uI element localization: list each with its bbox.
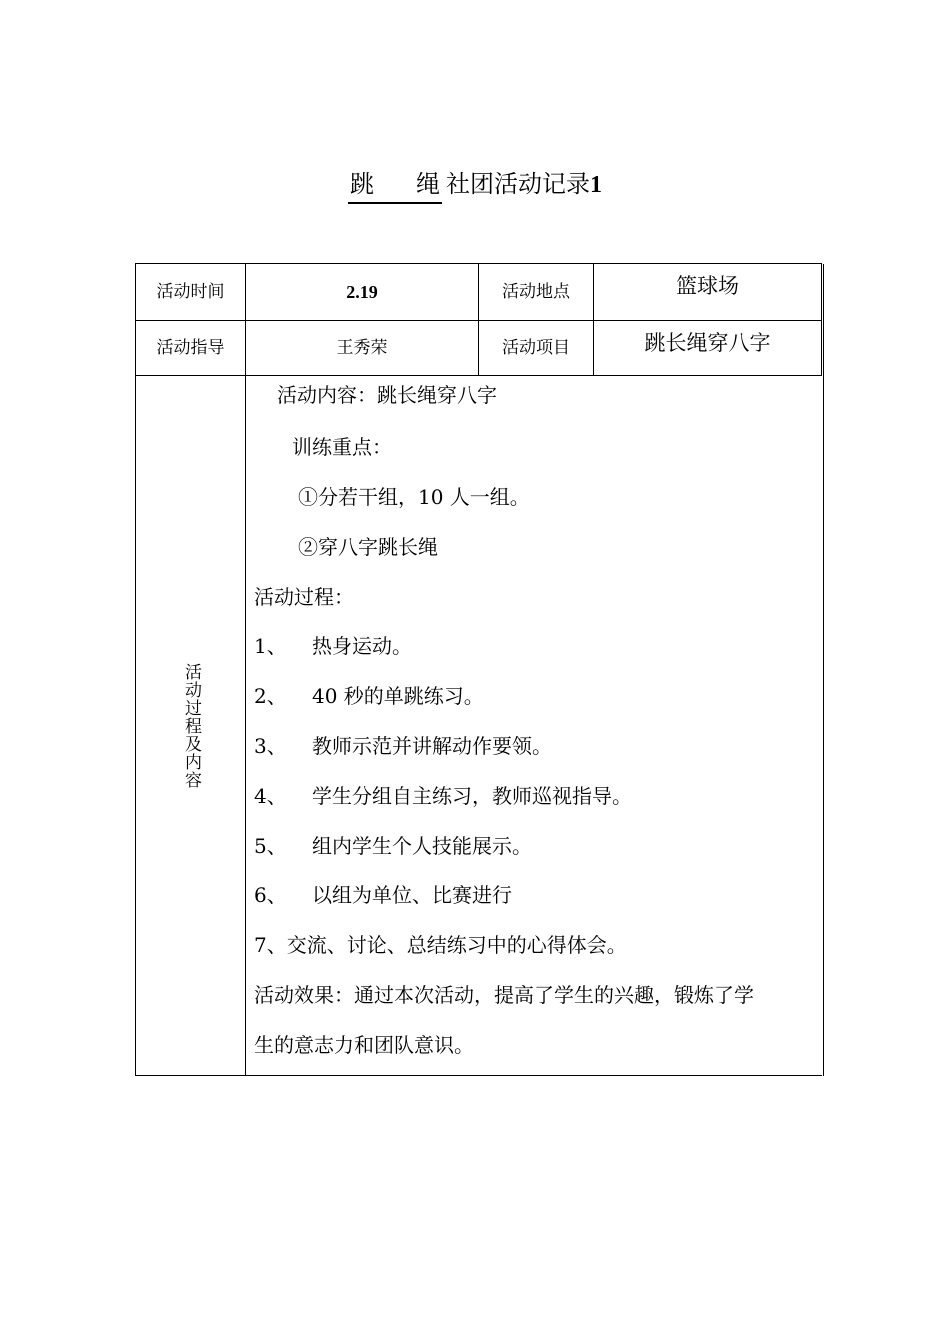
step-text: 40 秒的单跳练习。 xyxy=(312,684,484,708)
process-step xyxy=(254,681,484,711)
step-number: 4、 xyxy=(254,784,287,808)
focus-item-2: ②穿八字跳长绳 xyxy=(298,535,438,559)
step-number: 6、 xyxy=(254,883,287,907)
step-number: 1、 xyxy=(254,634,287,658)
process-step xyxy=(254,831,532,861)
club-name-char-2: 绳 xyxy=(416,170,440,198)
step-number: 2、 xyxy=(254,684,287,708)
process-step xyxy=(254,631,412,661)
place-label: 活动地点 xyxy=(479,264,594,321)
project-value: 跳长绳穿八字 xyxy=(594,321,822,376)
effect-line-2: 生的意志力和团队意识。 xyxy=(254,1033,474,1057)
record-number: 1 xyxy=(590,172,602,198)
step-number: 3、 xyxy=(254,734,287,758)
process-step xyxy=(254,731,552,761)
club-name xyxy=(348,168,442,204)
club-name-char-1: 跳 xyxy=(350,170,374,198)
guide-label: 活动指导 xyxy=(136,321,246,376)
place-value: 篮球场 xyxy=(594,264,822,321)
process-step xyxy=(254,880,512,910)
time-value: 2.19 xyxy=(246,264,479,321)
effect-line-1: 活动效果：通过本次活动，提高了学生的兴趣，锻炼了学 xyxy=(254,983,754,1007)
guide-value: 王秀荣 xyxy=(246,321,479,376)
step-text: 学生分组自主练习，教师巡视指导。 xyxy=(312,784,632,808)
process-step xyxy=(254,781,632,811)
project-label: 活动项目 xyxy=(479,321,594,376)
page-title xyxy=(0,168,950,204)
step-text: 以组为单位、比赛进行 xyxy=(312,883,512,907)
process-heading: 活动过程： xyxy=(254,585,354,609)
process-step-7: 7、交流、讨论、总结练习中的心得体会。 xyxy=(254,933,627,957)
process-label: 活动过程及内容 xyxy=(181,662,201,789)
step-text: 教师示范并讲解动作要领。 xyxy=(312,734,552,758)
focus-item-1: ①分若干组，10 人一组。 xyxy=(298,485,530,509)
process-content-cell xyxy=(246,376,822,1076)
training-focus-heading: 训练重点： xyxy=(292,435,392,459)
time-label: 活动时间 xyxy=(136,264,246,321)
step-text: 热身运动。 xyxy=(312,634,412,658)
step-number: 5、 xyxy=(254,834,287,858)
step-text: 组内学生个人技能展示。 xyxy=(312,834,532,858)
process-label-cell xyxy=(136,376,246,1076)
activity-content-line: 活动内容：跳长绳穿八字 xyxy=(277,383,497,407)
title-text: 社团活动记录 xyxy=(446,170,590,198)
